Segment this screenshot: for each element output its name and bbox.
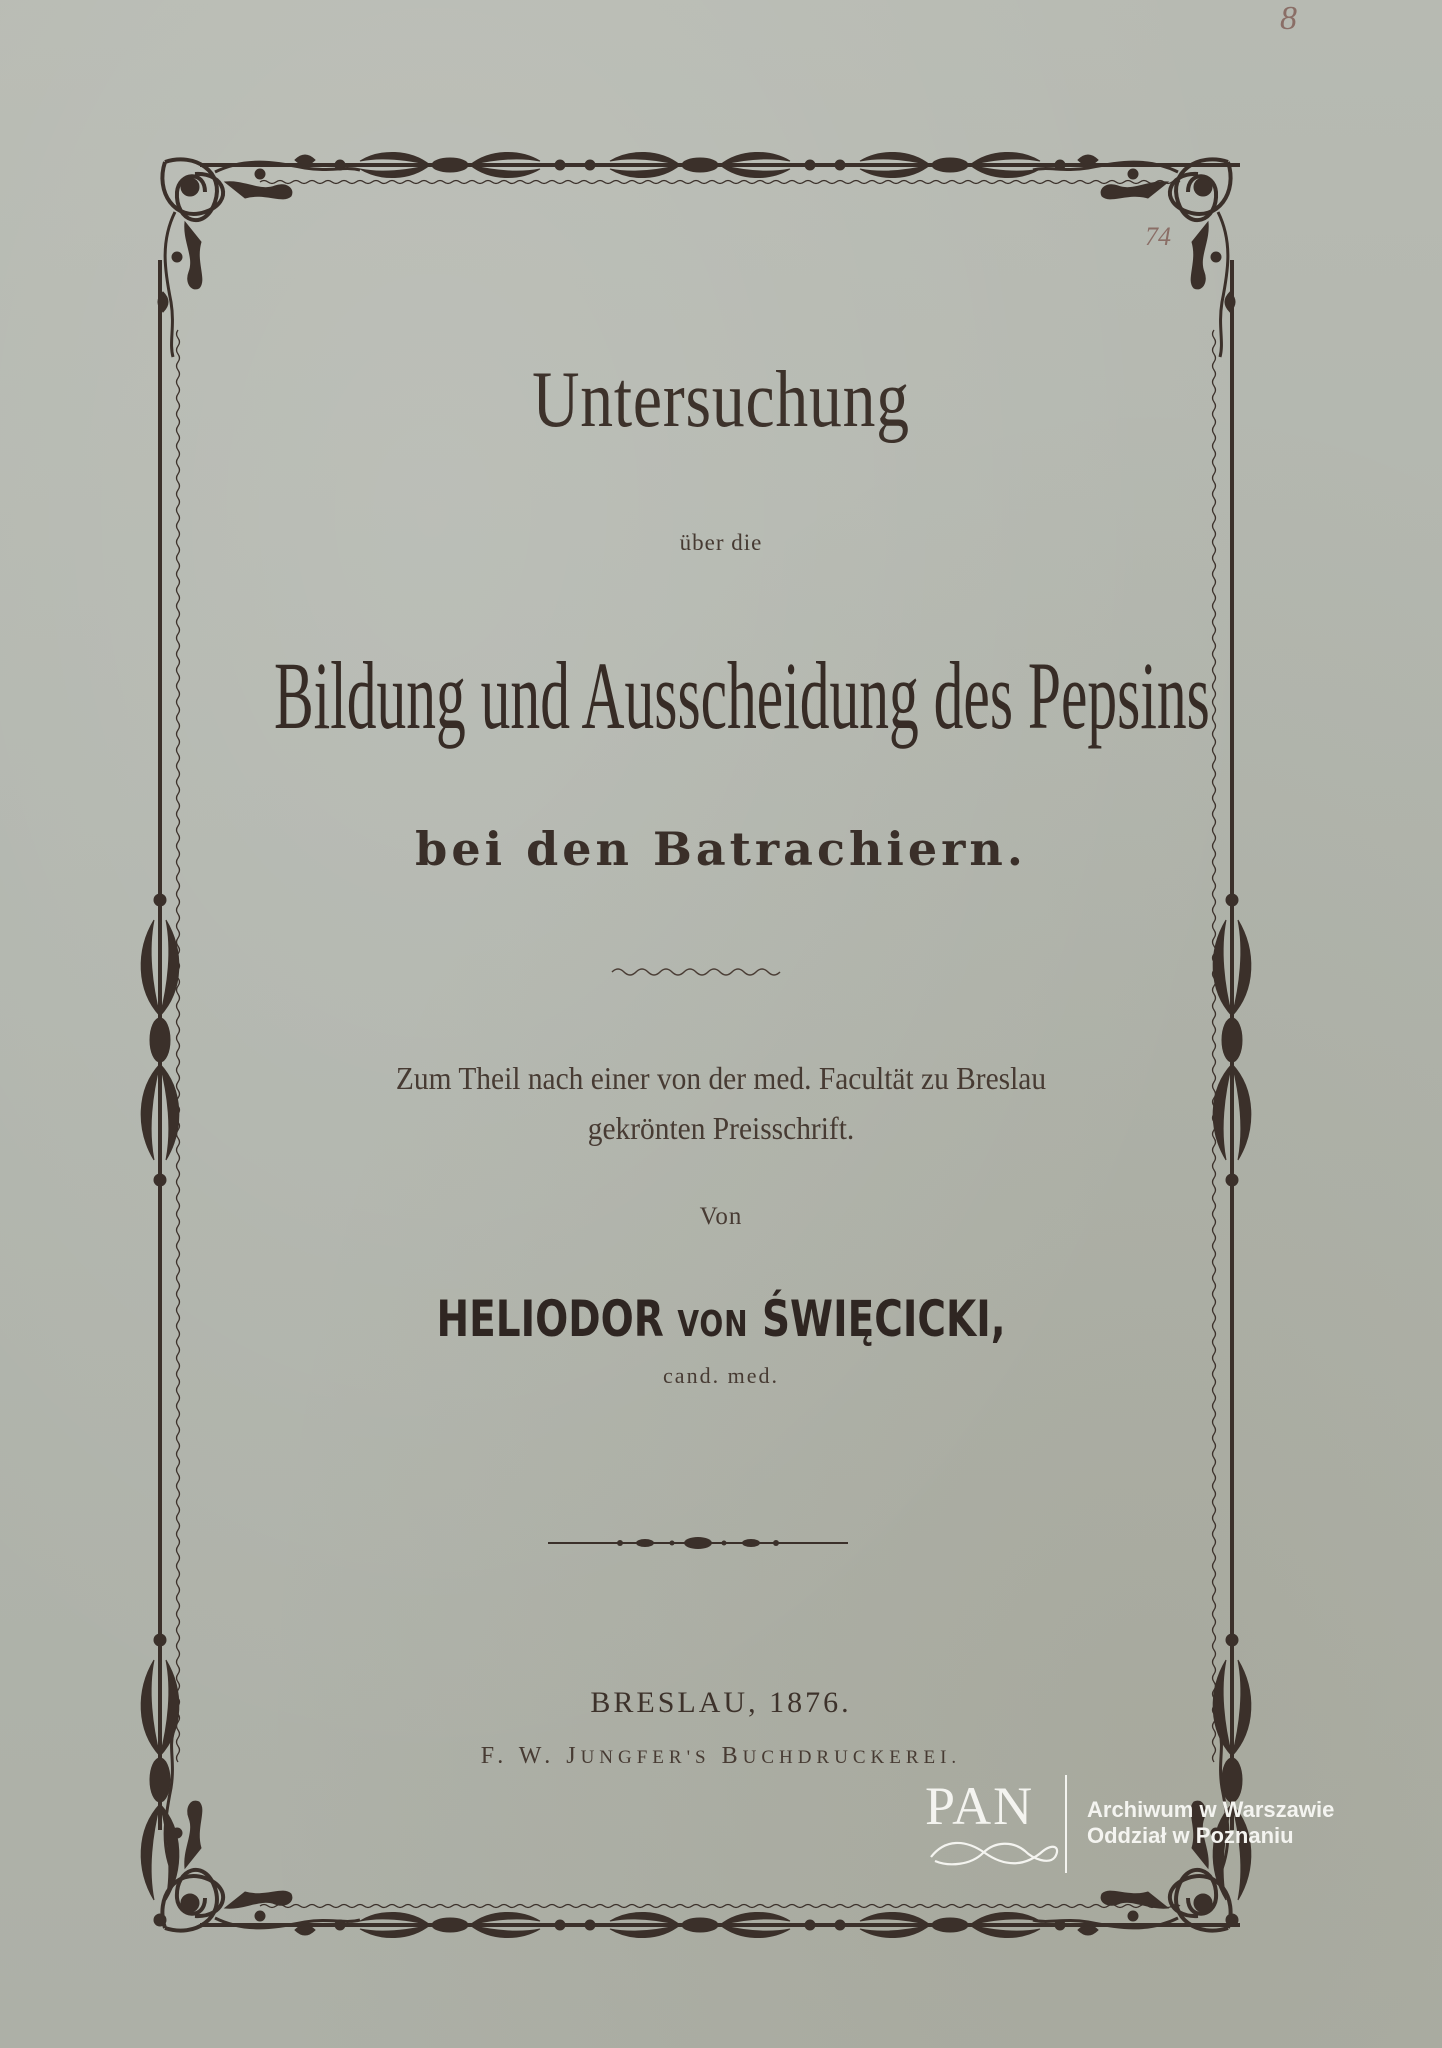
- printer-line: [0, 1743, 1442, 1770]
- printer-name: UNGFER'S: [580, 1747, 711, 1768]
- corner-ornament: [158, 155, 360, 357]
- subtitle-line-1: Zum Theil nach einer von der med. Facultät zu Breslau: [395, 1060, 1047, 1096]
- by-label: Von: [699, 1203, 743, 1230]
- logo-line-2: Oddział w Poznaniu: [1087, 1823, 1294, 1848]
- title-separator: [612, 969, 780, 975]
- logo-divider: [1065, 1775, 1067, 1873]
- pencil-page-number: 74: [1145, 222, 1171, 251]
- author-last-name: ŚWIĘCICKI,: [761, 1290, 1006, 1348]
- logo-brand: PAN: [925, 1776, 1035, 1836]
- title-line-3: bei den Batrachiern.: [415, 822, 1027, 876]
- place-year: BRESLAU, 1876.: [590, 1686, 852, 1719]
- archive-logo: [925, 1775, 1395, 1875]
- logo-flourish-icon: [925, 1833, 1065, 1873]
- lower-ornament-rule: [548, 1537, 848, 1549]
- logo-line-1: Archiwum w Warszawie: [1087, 1797, 1335, 1822]
- author-degree: cand. med.: [663, 1363, 779, 1388]
- printer-word: UCHDRUCKEREI.: [742, 1747, 962, 1768]
- author-first-name: HELIODOR: [436, 1290, 664, 1348]
- printer-b: B: [710, 1743, 743, 1769]
- title-connector: über die: [679, 530, 763, 555]
- subtitle-line-2: gekrönten Preisschrift.: [587, 1110, 855, 1146]
- main-title: Bildung und Ausscheidung des Pepsins: [273, 642, 1210, 749]
- author-particle: VON: [677, 1304, 749, 1345]
- pencil-corner-mark: 8: [1280, 0, 1297, 37]
- printer-prefix: F. W. J: [480, 1743, 581, 1769]
- corner-ornament: [1033, 155, 1235, 357]
- title-line-1: Untersuchung: [532, 356, 910, 444]
- author-name: [159, 1290, 1284, 1348]
